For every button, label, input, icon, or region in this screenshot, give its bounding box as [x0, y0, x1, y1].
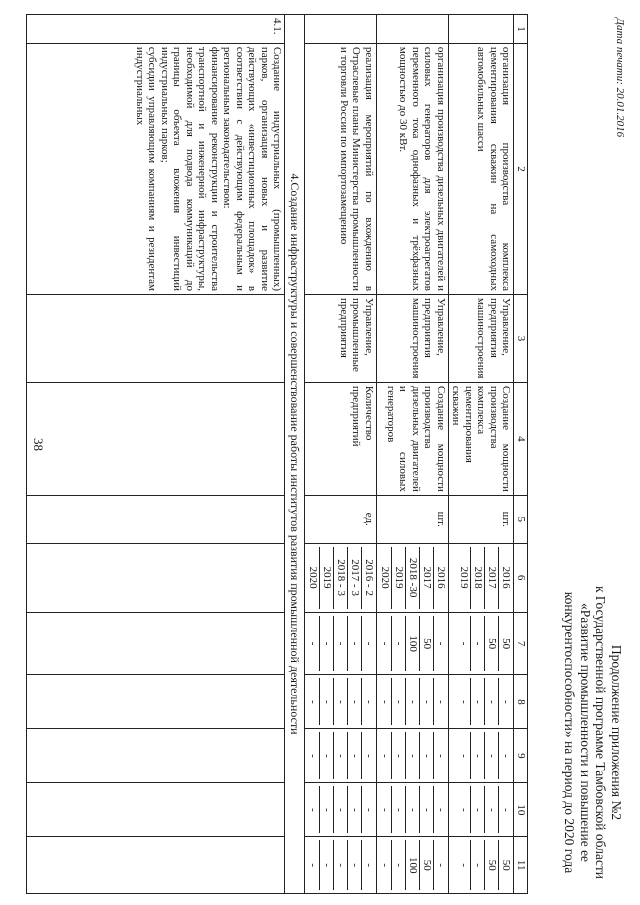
- value: -: [391, 678, 405, 725]
- year-value: 2017: [419, 547, 433, 609]
- value: -: [379, 863, 391, 868]
- value: -: [379, 700, 391, 704]
- header-line-4: конкурентоспособности» на период до 2020 года: [562, 591, 578, 874]
- value: -: [499, 678, 513, 725]
- header-line-1: Продолжение приложения №2: [609, 644, 624, 821]
- col10-cell: [449, 783, 515, 837]
- value: -: [319, 616, 333, 672]
- col-header: 3: [514, 295, 528, 383]
- col-header: 11: [514, 837, 528, 894]
- value: -: [471, 616, 485, 672]
- col9-cell: [377, 729, 449, 783]
- value: -: [347, 732, 361, 779]
- col-header: 10: [514, 783, 528, 837]
- value: -: [471, 840, 485, 890]
- value: -: [485, 678, 499, 725]
- value: -: [333, 840, 347, 890]
- executor-cell: Управление, предприятия машиностроения: [449, 295, 515, 383]
- executor-cell: [27, 295, 285, 383]
- table-row: [27, 15, 285, 894]
- value: -: [319, 786, 333, 833]
- value: -: [391, 786, 405, 833]
- value: -: [499, 732, 513, 779]
- col8-cell: [377, 675, 449, 729]
- header-line-2: к Государственной программе Тамбовской области: [593, 585, 609, 880]
- unit-cell: шт.: [449, 495, 515, 543]
- col-header: 8: [514, 675, 528, 729]
- value: -: [471, 786, 485, 833]
- value: -: [433, 840, 447, 890]
- value: 50: [419, 616, 433, 672]
- year-value: 2016: [433, 547, 447, 609]
- row-number: 4.1.: [27, 15, 285, 44]
- measure-cell: реализация мероприятий по вхождению в Отраслевые планы Министерства промышленности и торговли России по импортозамещению: [305, 43, 377, 294]
- col-header: 9: [514, 729, 528, 783]
- year-value: 2018 - 3: [333, 547, 347, 609]
- value: 50: [499, 616, 513, 672]
- measure-cell: организация производства дизельных двигателей и силовых генераторов для электроагрегатов переменного тока однофазных и трёхфазных мощностью до 30 кВт.: [377, 43, 449, 294]
- value: -: [471, 732, 485, 779]
- col11-cell: [377, 837, 449, 894]
- value: -: [379, 754, 391, 758]
- value: -: [458, 754, 471, 758]
- col11-cell: [27, 837, 285, 894]
- col10-cell: [305, 783, 377, 837]
- col7-cell: [449, 612, 515, 675]
- value: -: [379, 808, 391, 812]
- value: 50: [419, 840, 433, 890]
- value: -: [391, 616, 405, 672]
- col8-cell: [449, 675, 515, 729]
- col8-cell: [27, 675, 285, 729]
- value: -: [433, 732, 447, 779]
- page-number: 38: [31, 438, 46, 451]
- year-value: 2019: [458, 566, 471, 589]
- unit-cell: ед.: [305, 495, 377, 543]
- value: -: [333, 732, 347, 779]
- value: -: [319, 840, 333, 890]
- value: -: [471, 678, 485, 725]
- value: -: [361, 840, 375, 890]
- value: -: [333, 616, 347, 672]
- header-row: [514, 15, 528, 894]
- value: -: [307, 641, 319, 646]
- value: -: [405, 732, 419, 779]
- value: -: [485, 732, 499, 779]
- years-cell: [305, 543, 377, 612]
- col-header: 4: [514, 382, 528, 495]
- year-value: 2017 - 3: [347, 547, 361, 609]
- years-cell: [449, 543, 515, 612]
- value: -: [458, 700, 471, 704]
- col10-cell: [27, 783, 285, 837]
- measure-cell: Создание индустриальных (промышленных) парков, организация новых и развитие действующих «инвестиционных площадок» в соответствии с действующим федеральным и региональным законодательством: финансирование реконструкции и строительства транспортной и инженерной инфраструктуры, необходимой для подвода коммуникаций до границы объекта вложения инвестиций индустриальных парков; субсидии управляющим компаниям и резидентам индустриальных: [27, 43, 285, 294]
- value: -: [307, 700, 319, 704]
- value: -: [307, 808, 319, 812]
- value: -: [419, 732, 433, 779]
- value: 100: [405, 840, 419, 890]
- program-table: [27, 14, 529, 894]
- value: -: [347, 840, 361, 890]
- indicator-cell: Количество предприятий: [305, 382, 377, 495]
- year-value: 2019: [391, 547, 405, 609]
- value: 100: [405, 616, 419, 672]
- col9-cell: [27, 729, 285, 783]
- value: -: [361, 678, 375, 725]
- col11-cell: [305, 837, 377, 894]
- year-value: 2020: [379, 566, 391, 589]
- value: -: [405, 786, 419, 833]
- col9-cell: [305, 729, 377, 783]
- value: -: [347, 616, 361, 672]
- value: -: [333, 678, 347, 725]
- year-value: 2018 -30: [405, 547, 419, 609]
- value: -: [458, 641, 471, 646]
- indicator-cell: [27, 382, 285, 495]
- indicator-cell: Создание мощности производства дизельных двигателей и силовых генераторов: [377, 382, 449, 495]
- col-header: 5: [514, 495, 528, 543]
- executor-cell: Управление, промышленные предприятия: [305, 295, 377, 383]
- table-row: [305, 15, 377, 894]
- col8-cell: [305, 675, 377, 729]
- value: -: [433, 678, 447, 725]
- value: -: [379, 641, 391, 646]
- value: -: [458, 808, 471, 812]
- value: -: [433, 786, 447, 833]
- value: 50: [499, 840, 513, 890]
- unit-cell: [27, 495, 285, 543]
- row-number: [377, 15, 449, 44]
- year-value: 2017: [485, 547, 499, 609]
- year-value: 2018: [471, 547, 485, 609]
- unit-cell: шт.: [377, 495, 449, 543]
- value: -: [499, 786, 513, 833]
- row-number: [305, 15, 377, 44]
- appendix-header: [562, 565, 624, 900]
- value: -: [458, 863, 471, 868]
- col-header: 1: [514, 15, 528, 44]
- row-number: [449, 15, 515, 44]
- year-value: 2016: [499, 547, 513, 609]
- value: -: [319, 732, 333, 779]
- value: -: [307, 754, 319, 758]
- value: -: [319, 678, 333, 725]
- value: -: [347, 678, 361, 725]
- table-row: [377, 15, 449, 894]
- value: 50: [485, 840, 499, 890]
- col7-cell: [27, 612, 285, 675]
- value: -: [419, 678, 433, 725]
- years-cell: [27, 543, 285, 612]
- col-header: 6: [514, 543, 528, 612]
- col9-cell: [449, 729, 515, 783]
- col-header: 2: [514, 43, 528, 294]
- col-header: 7: [514, 612, 528, 675]
- value: 50: [485, 616, 499, 672]
- value: -: [333, 786, 347, 833]
- value: -: [307, 863, 319, 868]
- col11-cell: [449, 837, 515, 894]
- value: -: [419, 786, 433, 833]
- indicator-cell: Создание мощности производства комплекса цементирования скважин: [449, 382, 515, 495]
- year-value: 2020: [307, 566, 319, 589]
- value: -: [361, 786, 375, 833]
- year-value: 2019: [319, 547, 333, 609]
- year-value: 2016 - 2: [361, 547, 375, 609]
- value: -: [405, 678, 419, 725]
- col7-cell: [377, 612, 449, 675]
- value: -: [391, 732, 405, 779]
- value: -: [361, 732, 375, 779]
- header-line-3: «Развитие промышленности и повышение ее: [578, 602, 593, 863]
- table-row: [449, 15, 515, 894]
- col7-cell: [305, 612, 377, 675]
- value: -: [347, 786, 361, 833]
- value: -: [361, 616, 375, 672]
- value: -: [391, 840, 405, 890]
- section-title: 4.Создание инфраструктуры и совершенствование работы институтов развития промышленной деятельности: [285, 15, 305, 894]
- value: -: [433, 616, 447, 672]
- col10-cell: [377, 783, 449, 837]
- print-date: Дата печати: 20.01.2016: [614, 18, 626, 138]
- section-row: [285, 15, 305, 894]
- executor-cell: Управление, предприятия машиностроения: [377, 295, 449, 383]
- measure-cell: организация производства комплекса цементирования скважин на самоходных автомобильных шасси: [449, 43, 515, 294]
- value: -: [485, 786, 499, 833]
- years-cell: [377, 543, 449, 612]
